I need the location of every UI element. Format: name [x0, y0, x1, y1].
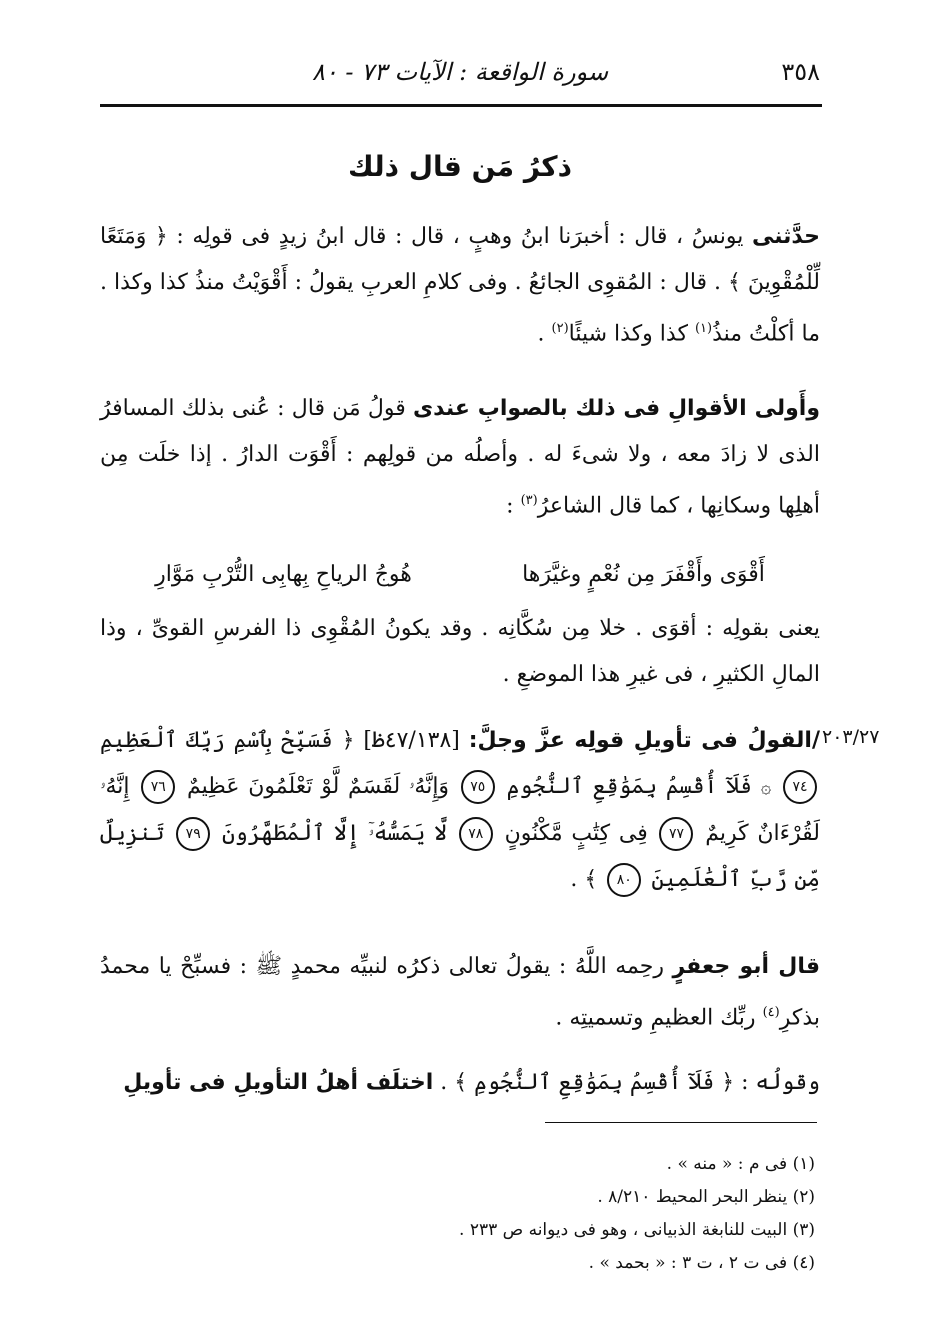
paragraph-abu-jafar — [100, 944, 820, 1041]
paragraph-text: ربِّك العظيمِ وتسميتِه . — [555, 1005, 763, 1031]
page-number: ٣٥٨ — [781, 58, 820, 86]
footnote-divider — [545, 1122, 817, 1123]
paragraph-hadith-yunus — [100, 214, 820, 357]
paragraph-text: يونسُ ، قال : أخبرَنا ابنُ وهبٍ ، قال : قال ابنُ زيدٍ فى قولِه : ﴿ وَمَتَعًا لِّلْمُقْوِينَ ﴾ . قال : المُقوِى الجائعُ . وفى كلامِ العربِ يقولُ : أَقْوَيْتُ منذُ كذا وكذا . ما أكلْتُ منذُ — [100, 224, 820, 347]
paragraph-lead: /القولُ فى تأويلِ قولِه عزَّ وجلَّ: — [468, 728, 821, 753]
manuscript-reference: [٤٧/١٣٨ظ] — [354, 728, 469, 753]
ayah-number-marker: ٧٨ — [459, 817, 493, 851]
paragraph-lead: وأَولى الأقوالِ فى ذلك بالصوابِ عندى — [413, 396, 820, 421]
ayah-number-marker: ٧٥ — [461, 770, 495, 804]
paragraph-preferred-opinion — [100, 386, 820, 529]
quran-text: فَلَآ أُقْسِمُ بِمَوَٰقِعِ ٱلنُّجُومِ — [506, 774, 752, 799]
footnote-item: (٤) فى ت ٢ ، ت ٣ : « بحمد » . — [588, 1253, 815, 1273]
quran-text: فِى كِتَٰبٍ مَّكْنُونٍ — [504, 821, 648, 846]
quran-text: لَّا يَمَسُّهُۥٓ إِلَّا ٱلْمُطَهَّرُونَ — [221, 821, 448, 846]
paragraph-lead: حدَّثنى — [751, 224, 820, 249]
poetry-verse — [100, 552, 820, 598]
footnote-item: (٣) البيت للنابغة الذبيانى ، وهو فى ديوانه ص ٢٣٣ . — [459, 1220, 815, 1240]
paragraph-explanation: يعنى بقولِه : أقوَى . خلا مِن سُكَّانِه . وقد يكونُ المُقْوِى ذا الفرسِ القوىِّ ، وذا المالِ الكثيرِ ، فى غيرِ هذا الموضعِ . — [100, 616, 820, 687]
quran-text: وَإِنَّهُۥ لَقَسَمٌ لَّوْ تَعْلَمُونَ عَظِيمٌ — [187, 774, 450, 799]
page-header — [100, 52, 820, 98]
running-title: سورة الواقعة : الآيات ٧٣ - ٨٠ — [311, 58, 609, 86]
footnotes-list — [100, 1148, 815, 1280]
paragraph-continuation — [100, 1060, 820, 1106]
footnote-ref-4[interactable]: (٤) — [762, 1005, 780, 1020]
paragraph-text: رحِمه اللَّهُ : يقولُ تعالى ذكرُه لنبيِّه محمدٍ ﷺ : فسبِّحْ يا محمدُ بذكرِ — [100, 954, 820, 1031]
verse-second-hemistich: هُوجُ الرياحِ بِهابِى التُّرْبِ مَوَّارِ — [155, 562, 412, 587]
quran-text: تَنزِيلٌ مِّن رَّبِّ ٱلْعَٰلَمِينَ — [100, 821, 820, 892]
footnote-ref-2[interactable]: (٢) — [551, 321, 569, 336]
footnote-item: (١) فى م : « منه » . — [666, 1154, 815, 1174]
ayah-number-marker: ٨٠ — [607, 863, 641, 897]
quran-text: ﴿ فَسَبِّحْ بِٱسْمِ رَبِّكَ ٱلْعَظِيمِ — [100, 728, 355, 753]
ayah-number-marker: ٧٩ — [176, 817, 210, 851]
paragraph-quran-verses — [100, 718, 820, 903]
paragraph-text: كذا وكذا شيئًا — [568, 321, 695, 347]
ayah-number-marker: ٧٤ — [783, 770, 817, 804]
footnote-ref-3[interactable]: (٣) — [520, 493, 538, 508]
paragraph-text: قولُ مَن قال : عُنى بذلك المسافرُ الذى لا زادَ معه ، ولا شىءَ له . وأصلُه من قولِهم : أَقْوَت الدارُ . إذا خلَت مِن أهلِها وسكانِها ، كما قال الشاعرُ — [100, 396, 820, 519]
star-icon: ۞ — [760, 777, 772, 798]
ayah-number-marker: ٧٦ — [141, 770, 175, 804]
paragraph-text: وقولُه : ﴿ فَلَآ أُقْسِمُ بِمَوَٰقِعِ ٱلنُّجُومِ ﴾ . — [433, 1070, 820, 1095]
paragraph-lead: قال أبو جعفرٍ — [672, 954, 820, 979]
header-divider — [100, 104, 822, 107]
paragraph-text: : — [506, 493, 521, 519]
paragraph-lead: اختلَف أهلُ التأويلِ فى تأويلِ — [123, 1070, 434, 1095]
margin-reference: ٢٠٣/٢٧ — [822, 726, 880, 748]
ayah-number-marker: ٧٧ — [659, 817, 693, 851]
paragraph-text: . — [537, 321, 552, 347]
quran-text: ﴾ . — [570, 867, 598, 892]
verse-first-hemistich: أَقْوَى وأَقْفَرَ مِن نُعْمٍ وغيَّرَها — [522, 562, 765, 587]
footnote-ref-1[interactable]: (١) — [694, 321, 713, 336]
quran-text: إِنَّهُۥ لَقُرْءَانٌ كَرِيمٌ — [100, 774, 820, 846]
section-heading: ذكرُ مَن قال ذلك — [348, 150, 572, 183]
footnote-item: (٢) ينظر البحر المحيط ٨/٢١٠ . — [597, 1187, 815, 1207]
